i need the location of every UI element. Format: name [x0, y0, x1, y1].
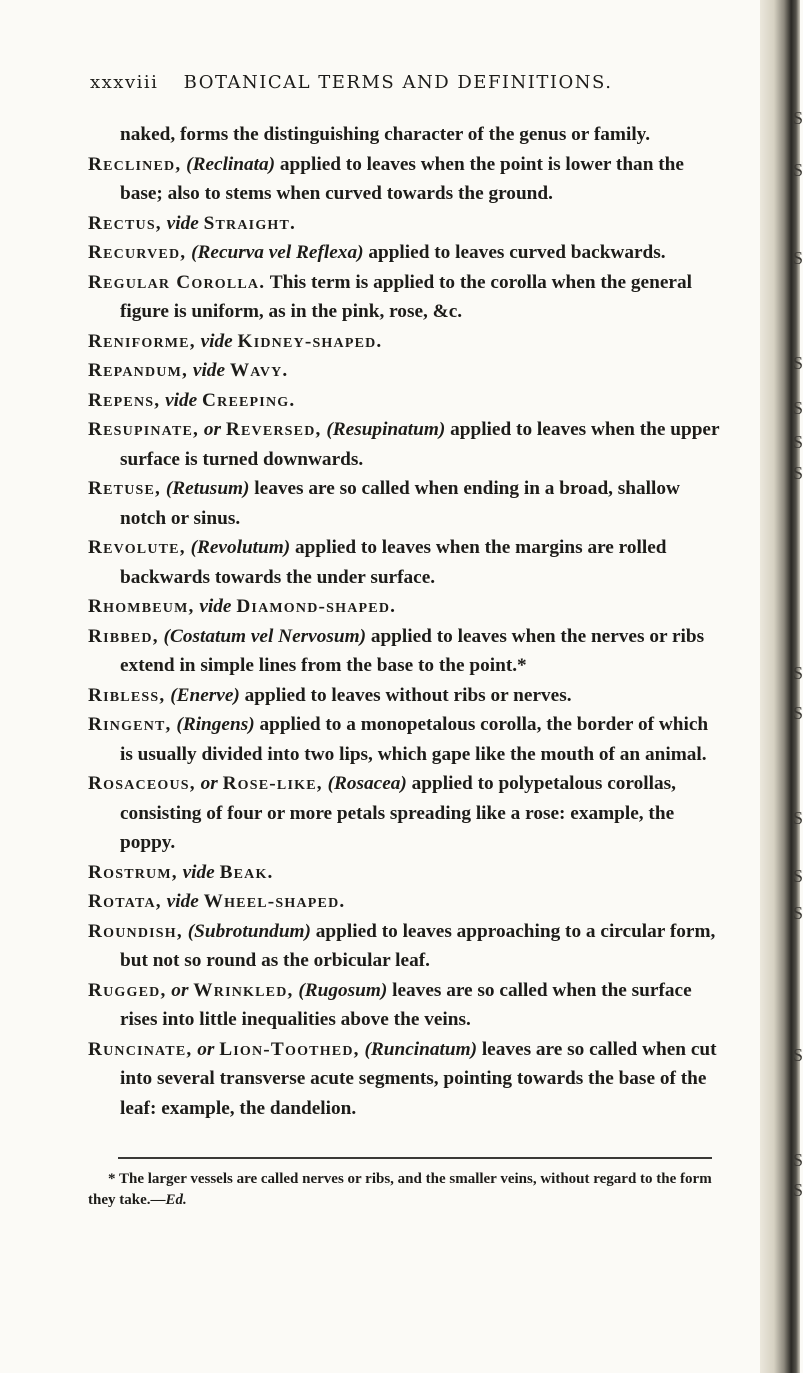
running-header: [90, 72, 710, 93]
facing-page-letter: S: [793, 432, 803, 452]
entry-cross-reference: Creeping.: [202, 389, 296, 411]
entry-latin-name: (Rugosum): [298, 979, 388, 1001]
glossary-entry: [88, 592, 723, 622]
facing-page-letter: S: [793, 108, 803, 128]
entry-cross-reference: Wavy.: [229, 360, 289, 381]
entry-cross-reference: Beak.: [219, 861, 274, 883]
facing-page-letter: S: [793, 398, 803, 418]
glossary-entry: [88, 150, 723, 209]
glossary-entry: [88, 858, 723, 888]
entry-cross-reference: Diamond-shaped.: [236, 596, 397, 617]
entry-definition: leaves are so called when ending in a broad, shallow notch or sinus.: [120, 478, 680, 529]
entry-definition: leaves are so called when the surface rises into little inequalities above the veins.: [120, 979, 692, 1030]
entry-term: Runcinate,: [88, 1038, 193, 1060]
entry-or: or: [199, 419, 226, 440]
facing-page-letter: S: [793, 703, 803, 723]
entry-latin-name: (Resupinatum): [326, 419, 446, 440]
entry-cross-reference: Straight.: [203, 212, 297, 234]
entry-latin-name: (Reclinata): [186, 153, 276, 175]
entry-term: Rotata,: [88, 891, 162, 912]
entry-definition: applied to leaves curved backwards.: [363, 242, 666, 263]
entry-vide: vide: [161, 891, 204, 912]
entry-continuation: [88, 120, 723, 150]
entry-vide: vide: [195, 330, 238, 352]
entry-term: Reniforme,: [88, 330, 196, 352]
footnote-rule: [118, 1157, 712, 1159]
entry-definition: applied to leaves without ribs or nerves.: [239, 684, 572, 706]
entry-vide: vide: [161, 212, 204, 234]
glossary-entry: [88, 327, 723, 357]
entry-term-alt: Rose-like,: [222, 773, 323, 794]
entry-term: Retuse,: [88, 478, 162, 499]
entry-definition: applied to leaves when the margins are rolled backwards towards the under surface.: [120, 537, 667, 588]
entry-term: Roundish,: [88, 920, 183, 942]
entry-term-alt: Wrinkled,: [193, 979, 294, 1001]
glossary-entry: [88, 976, 723, 1035]
facing-page-letter: S: [793, 1180, 803, 1200]
entry-latin-name: (Runcinatum): [364, 1038, 477, 1060]
footnote-marker: *: [108, 1171, 116, 1187]
facing-page-letter: S: [793, 160, 803, 180]
entry-term: Rostrum,: [88, 861, 178, 883]
entry-definition: leaves are so called when cut into several transverse acute segments, pointing towards the base of the leaf: example, the dandelion.: [120, 1038, 717, 1119]
facing-page-letter: S: [793, 808, 803, 828]
facing-page-letter: S: [793, 463, 803, 483]
entry-term: Rugged,: [88, 979, 167, 1001]
entry-definition: This term is applied to the corolla when the general figure is uniform, as in the pink, rose, &c.: [120, 271, 692, 322]
footnote-text: The larger vessels are called nerves or ribs, and the smaller veins, without regard to the form they take.—: [88, 1171, 712, 1208]
entry-definition: applied to leaves when the point is lower than the base; also to stems when curved towards the ground.: [120, 153, 684, 204]
entry-or: or: [195, 773, 223, 794]
entry-term: Recurved,: [88, 242, 187, 263]
facing-page-letter: S: [793, 866, 803, 886]
glossary-entry: [88, 238, 723, 268]
glossary-entry: [88, 681, 723, 711]
facing-page-letter: S: [793, 1045, 803, 1065]
entry-term: Repandum,: [88, 360, 189, 381]
entry-term: Ringent,: [88, 714, 172, 735]
entry-latin-name: (Revolutum): [190, 537, 291, 558]
footnote-editor: Ed.: [165, 1192, 187, 1208]
facing-page-letter: S: [793, 903, 803, 923]
entry-term: Regular Corolla.: [88, 271, 266, 293]
glossary-entry: [88, 415, 723, 474]
facing-page-letter: S: [793, 353, 803, 373]
entry-term: Resupinate,: [88, 419, 200, 440]
entry-vide: vide: [160, 389, 203, 411]
entry-term: Revolute,: [88, 537, 186, 558]
glossary-entry: [88, 710, 723, 769]
glossary-entry: [88, 622, 723, 681]
glossary-entry: [88, 887, 723, 917]
entry-latin-name: (Recurva vel Reflexa): [191, 242, 364, 263]
facing-page-letter: S: [793, 248, 803, 268]
glossary-entry: [88, 356, 723, 386]
entry-definition: applied to leaves when the nerves or ribs extend in simple lines from the base to the point.*: [120, 625, 705, 676]
entry-latin-name: (Retusum): [165, 478, 250, 499]
entry-term: Reclined,: [88, 153, 182, 175]
entry-term-alt: Lion-Toothed,: [219, 1038, 360, 1060]
entry-or: or: [166, 979, 194, 1001]
entry-latin-name: (Enerve): [170, 684, 240, 706]
footnote: [88, 1169, 718, 1211]
entry-term: Rhombeum,: [88, 596, 195, 617]
entry-definition: applied to leaves when the upper surface is turned downwards.: [120, 419, 720, 470]
entry-vide: vide: [194, 596, 237, 617]
facing-page-letter: S: [793, 663, 803, 683]
entry-definition: applied to polypetalous corollas, consisting of four or more petals spreading like a rose: example, the poppy.: [120, 773, 676, 853]
glossary-entry: [88, 533, 723, 592]
entry-latin-name: (Costatum vel Nervosum): [163, 625, 366, 647]
entry-vide: vide: [188, 360, 230, 381]
entry-definition: applied to a monopetalous corolla, the border of which is usually divided into two lips, which gape like the mouth of an animal.: [120, 714, 709, 765]
glossary-entry: [88, 917, 723, 976]
entry-latin-name: (Ringens): [176, 714, 255, 735]
entry-latin-name: (Subrotundum): [187, 920, 311, 942]
entry-definition: applied to leaves approaching to a circular form, but not so round as the orbicular leaf.: [120, 920, 716, 971]
facing-page-letter: S: [793, 1150, 803, 1170]
glossary-entry: [88, 769, 723, 858]
entry-or: or: [192, 1038, 220, 1060]
glossary-entry: [88, 268, 723, 327]
entry-term: Ribless,: [88, 684, 166, 706]
glossary-entry: [88, 386, 723, 416]
glossary-body: [88, 120, 723, 1123]
entry-latin-name: (Rosacea): [327, 773, 407, 794]
running-title: BOTANICAL TERMS AND DEFINITIONS.: [183, 72, 613, 93]
entry-cross-reference: Wheel-shaped.: [203, 891, 346, 912]
glossary-entry: [88, 1035, 723, 1124]
entry-cross-reference: Kidney-shaped.: [237, 330, 383, 352]
entry-text: naked, forms the distinguishing character of the genus or family.: [120, 124, 651, 145]
entry-term: Rectus,: [88, 212, 162, 234]
entry-term: Repens,: [88, 389, 161, 411]
glossary-entry: [88, 209, 723, 239]
page-number: xxxviii: [90, 72, 159, 93]
entry-term: Rosaceous,: [88, 773, 196, 794]
entry-term-alt: Reversed,: [225, 419, 322, 440]
glossary-entry: [88, 474, 723, 533]
entry-vide: vide: [177, 861, 220, 883]
entry-term: Ribbed,: [88, 625, 159, 647]
